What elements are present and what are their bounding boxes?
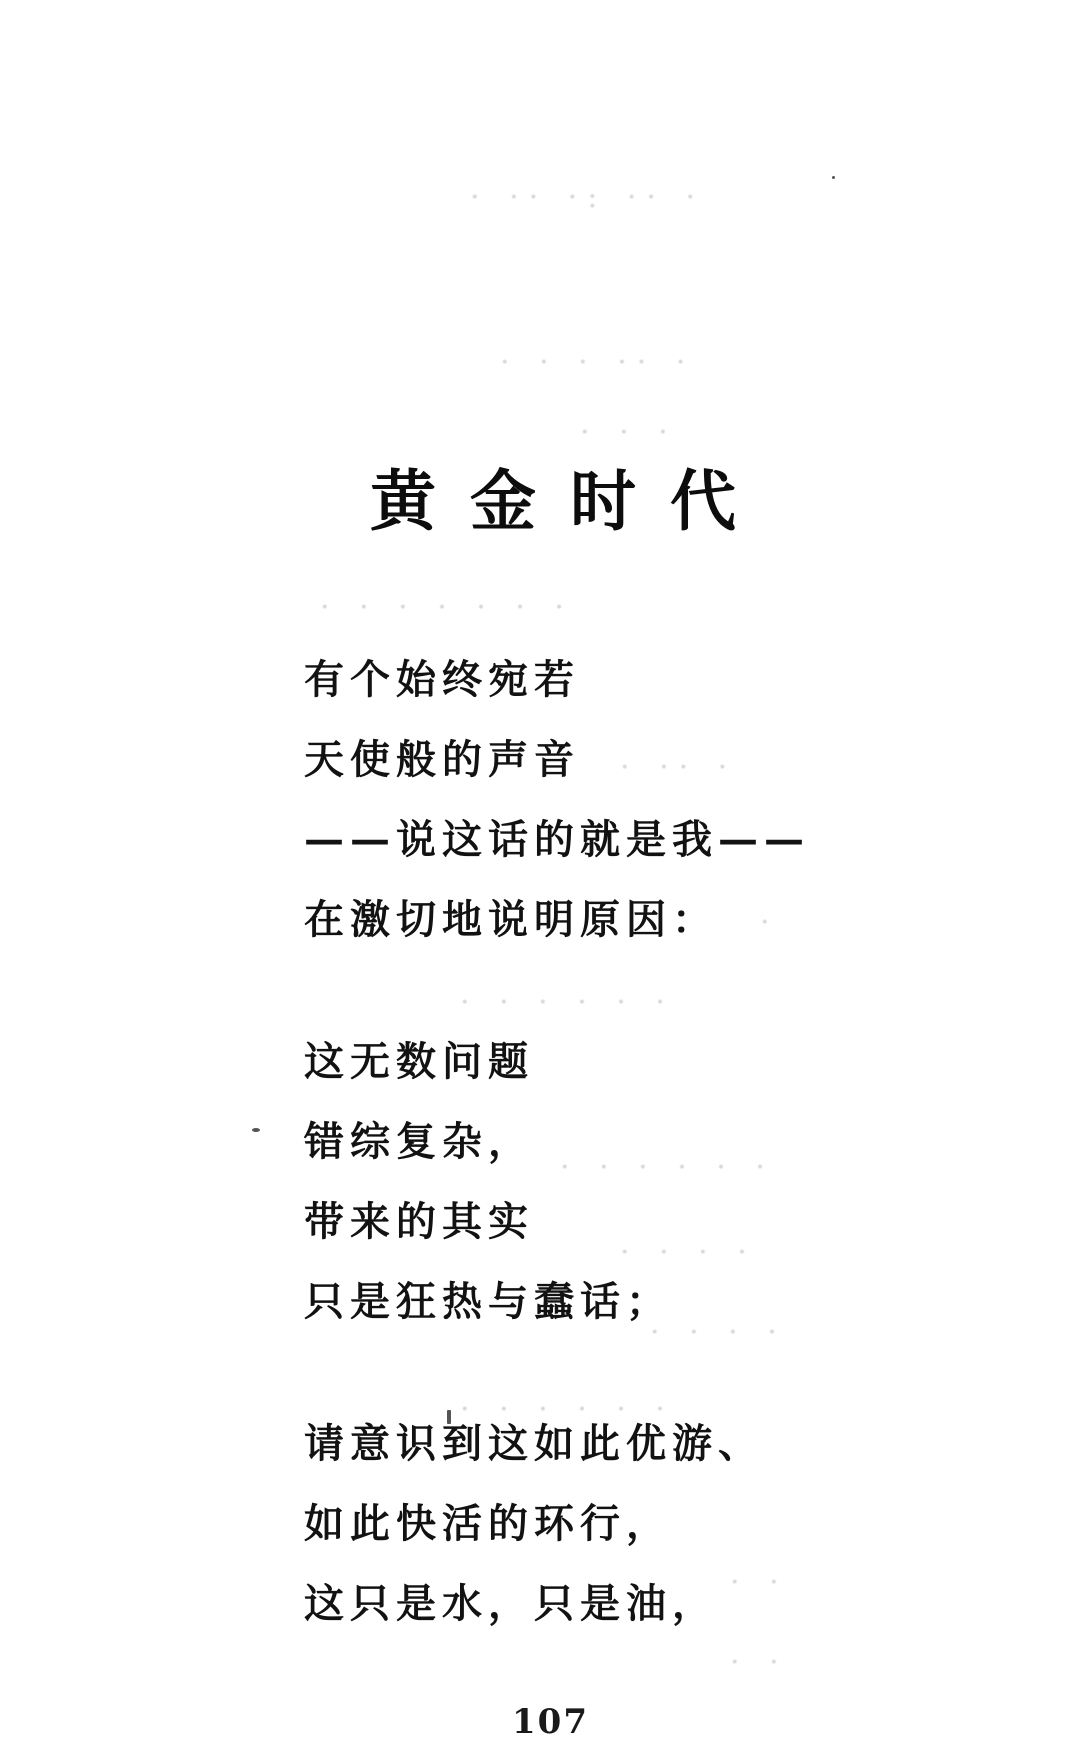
page-number: 107: [512, 1702, 589, 1742]
bleed-through-mark: · · · · · ·: [560, 1150, 775, 1185]
poem-line: 天使般的声音: [304, 736, 580, 783]
bleed-through-mark: · ·· ·: ·· ·: [470, 180, 706, 215]
poem-line: 这无数问题: [304, 1038, 534, 1085]
bleed-through-mark: · · · · · ·: [460, 985, 675, 1020]
stanza: [304, 1404, 864, 1644]
poem-title: 黄金时代: [370, 462, 770, 540]
poem-line: 只是狂热与蠢话；: [304, 1278, 672, 1325]
bleed-through-mark: ·: [760, 905, 780, 940]
poem-line: 有个始终宛若: [304, 656, 580, 703]
bleed-through-mark: · · · ·· ·: [500, 345, 696, 380]
poem-body: [304, 640, 864, 1706]
bleed-through-mark: · ·: [730, 1645, 789, 1680]
poem-line: 如此快活的环行，: [304, 1500, 672, 1547]
poem-line: 在激切地说明原因：: [304, 896, 718, 943]
poem-line: 这只是水，只是油，: [304, 1580, 718, 1627]
bleed-through-mark: · · · · · · ·: [320, 590, 574, 625]
ink-speck: [832, 176, 835, 179]
poem-line: 带来的其实: [304, 1198, 534, 1245]
poem-line: ——说这话的就是我——: [304, 816, 810, 863]
poem-line: 错综复杂，: [304, 1118, 534, 1165]
stanza: [304, 1022, 864, 1342]
bleed-through-mark: · ·· ·: [620, 750, 738, 785]
bleed-through-mark: · ·: [730, 1565, 789, 1600]
bleed-through-mark: · · · ·: [650, 1315, 787, 1350]
bleed-through-mark: · · · ·: [620, 1235, 757, 1270]
bleed-through-mark: · · ·: [580, 415, 678, 450]
ink-speck: [252, 1128, 260, 1132]
poem-line: 请意识到这如此优游、: [304, 1420, 764, 1467]
bleed-through-mark: · · · · · ·: [460, 1392, 675, 1427]
stanza: [304, 640, 864, 960]
